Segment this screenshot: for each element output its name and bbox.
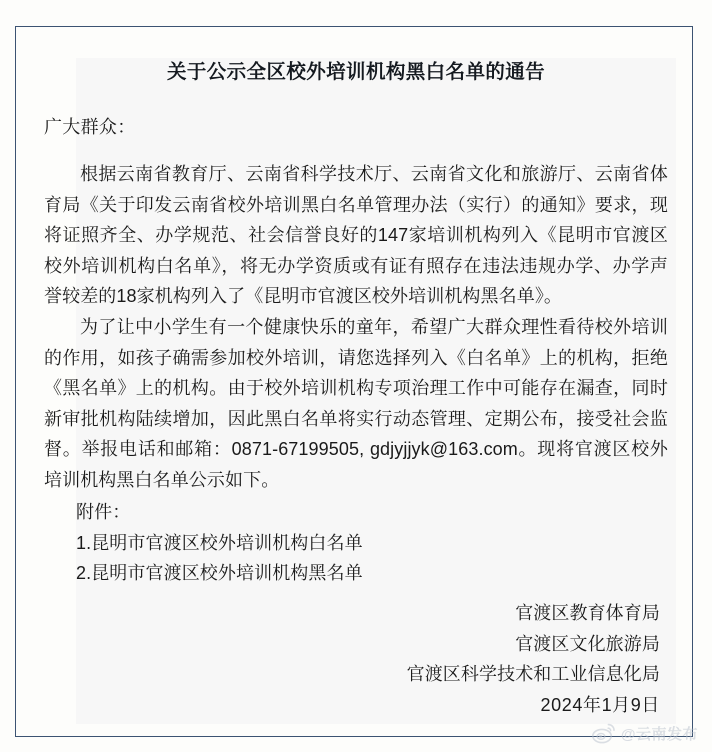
body-paragraph-1 — [44, 159, 668, 312]
signature-date: 2024年1月9日 — [540, 694, 660, 715]
attachments-list — [76, 528, 363, 589]
paragraph-text: 根据云南省教育厅、云南省科学技术厅、云南省文化和旅游厅、云南省体育局《关于印发云南省校外培训黑白名单管理办法（实行）的通知》要求，现将证照齐全、办学规范、社会信誉良好的147家培训机构列入《昆明市官渡区校外培训机构白名单》，将无办学资质或有证有照存在违法违规办学、办学声誉较差的18家机构列入了《昆明市官渡区校外培训机构黑名单》。 — [44, 164, 668, 306]
salutation: 广大群众： — [44, 117, 136, 137]
list-item: 2.昆明市官渡区校外培训机构黑名单 — [76, 563, 363, 583]
signature-issuer-1: 官渡区教育体育局 — [515, 603, 660, 623]
page-title: 关于公示全区校外培训机构黑白名单的通告 — [166, 61, 546, 83]
attachments-section — [76, 497, 363, 589]
attachments-label: 附件： — [76, 502, 131, 522]
paragraph-text: 为了让中小学生有一个健康快乐的童年，希望广大群众理性看待校外培训的作用，如孩子确需参加校外培训，请您选择列入《白名单》上的机构，拒绝《黑名单》上的机构。由于校外培训机构专项治理工作中可能存在漏查，同时新审批机构陆续增加，因此黑白名单将实行动态管理、定期公布，接受社会监督。举报电话和邮箱：0871-67199505, gdjyjjyk@163.com。现将官渡区校外培训机构黑白名单公示如下。 — [44, 317, 668, 490]
signature-block — [407, 598, 660, 720]
signature-issuer-2: 官渡区文化旅游局 — [515, 633, 660, 654]
body-paragraph-2 — [44, 312, 668, 495]
watermark-handle: @云南发布 — [620, 725, 698, 743]
signature-issuer-3: 官渡区科学技术和工业信息化局 — [406, 664, 660, 684]
list-item: 1.昆明市官渡区校外培训机构白名单 — [76, 532, 363, 553]
